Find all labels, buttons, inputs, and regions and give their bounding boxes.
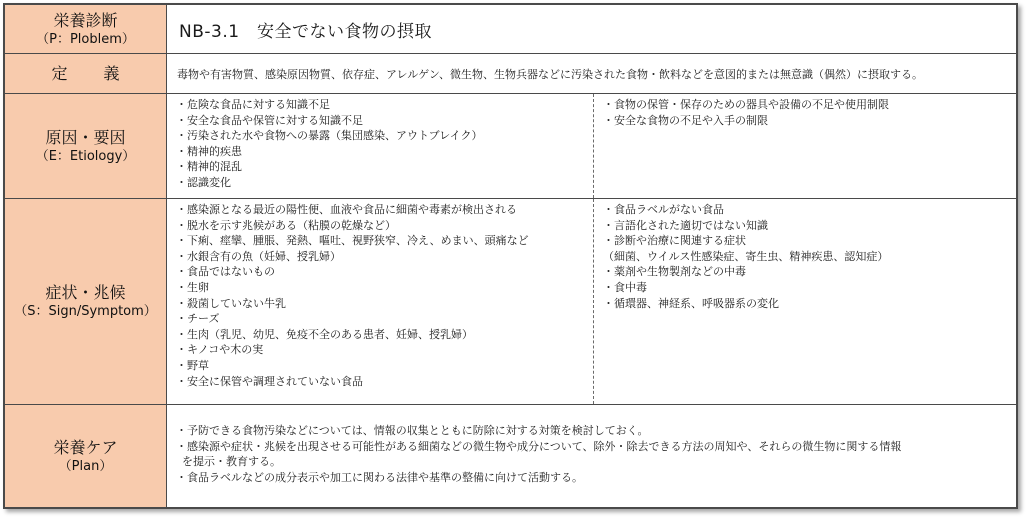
- etiology-item: ・精神的混乱: [176, 160, 242, 174]
- definition-label-cell: [5, 54, 167, 94]
- symptom-right-cell: [594, 199, 1017, 405]
- symptom-item: ・下痢、痙攣、腫脹、発熱、嘔吐、視野狭窄、冷え、めまい、頭痛など: [176, 234, 529, 248]
- symptom-item: ・殺菌していない牛乳: [176, 296, 286, 310]
- symptom-item: ・食中毒: [603, 280, 647, 294]
- etiology-right-cell: [594, 94, 1017, 199]
- symptom-item: ・安全に保管や調理されていない食品: [176, 374, 363, 388]
- plan-label: 栄養ケア: [53, 437, 118, 457]
- etiology-item: ・安全な食物の不足や入手の制限: [603, 113, 768, 127]
- symptom-sublabel: （S：Sign/Symptom）: [14, 304, 157, 319]
- etiology-item: ・汚染された水や食物への暴露（集団感染、アウトブレイク）: [176, 129, 483, 143]
- problem-sublabel: （P：Ploblem）: [36, 31, 135, 47]
- diagnosis-table: [4, 4, 1017, 508]
- etiology-sublabel: （E：Etiology）: [35, 148, 136, 164]
- symptom-item: ・生卵: [176, 280, 209, 294]
- symptom-item: ・言語化された適切ではない知識: [603, 218, 768, 232]
- symptom-item: ・脱水を示す兆候がある（粘膜の乾燥など）: [176, 218, 396, 232]
- symptom-item: ・チーズ: [176, 312, 220, 326]
- etiology-label-cell: [5, 94, 167, 199]
- etiology-item: ・精神的疾患: [176, 144, 242, 158]
- nutrition-diagnosis-sheet: [3, 3, 1018, 509]
- symptom-item: ・食品ではないもの: [176, 265, 275, 279]
- plan-item: ・食品ラベルなどの成分表示や加工に関わる法律や基準の整備に向けて活動する。: [176, 470, 583, 484]
- problem-label: 栄養診断: [53, 10, 118, 30]
- etiology-item: ・認識変化: [176, 175, 231, 189]
- definition-text: 毒物や有害物質、感染原因物質、依存症、アレルゲン、微生物、生物兵器などに汚染された食物・飲料などを意図的または無意識（偶然）に摂取する。: [167, 54, 1017, 94]
- symptom-item: ・キノコや木の実: [176, 343, 264, 357]
- symptom-item: （細菌、ウイルス性感染症、寄生虫、精神疾患、認知症）: [603, 249, 889, 263]
- symptom-item: ・食品ラベルがない食品: [603, 203, 724, 216]
- diagnosis-title: NB-3.1 安全でない食物の摂取: [167, 5, 1017, 54]
- symptom-item: ・生肉（乳児、幼児、免疫不全のある患者、妊婦、授乳婦）: [176, 327, 473, 341]
- plan-item: ・予防できる食物汚染などについては、情報の収集とともに防除に対する対策を検討しておく。: [176, 424, 649, 437]
- symptom-item: ・感染源となる最近の陽性便、血液や食品に細菌や毒素が検出される: [176, 203, 517, 216]
- symptom-item: ・循環器、神経系、呼吸器系の変化: [603, 296, 779, 310]
- etiology-row: [5, 94, 1017, 199]
- symptom-item: ・薬剤や生物製剤などの中毒: [603, 265, 746, 279]
- symptom-label: 症状・兆候: [45, 283, 126, 302]
- symptom-item: ・水銀含有の魚（妊婦、授乳婦）: [176, 249, 341, 263]
- plan-row: [5, 405, 1017, 508]
- definition-label: 定 義: [51, 63, 130, 83]
- definition-row: [5, 54, 1017, 94]
- etiology-item: ・危険な食品に対する知識不足: [176, 98, 330, 111]
- plan-item: ・感染源や症状・兆候を出現させる可能性がある細菌などの微生物や成分について、除外・除去できる方法の周知や、それらの微生物に関する情報: [176, 439, 902, 453]
- plan-label-cell: [5, 405, 167, 508]
- plan-cell: [167, 405, 1017, 508]
- header-row: [5, 5, 1017, 54]
- symptom-item: ・野草: [176, 358, 209, 372]
- etiology-left-cell: [167, 94, 594, 199]
- etiology-item: ・安全な食品や保管に対する知識不足: [176, 113, 363, 127]
- symptom-label-cell: [5, 199, 167, 405]
- symptom-item: ・診断や治療に関連する症状: [603, 234, 746, 248]
- plan-sublabel: （Plan）: [58, 458, 113, 474]
- etiology-item: ・食物の保管・保存のための器具や設備の不足や使用制限: [603, 98, 889, 111]
- etiology-label: 原因・要因: [45, 127, 126, 147]
- symptom-left-cell: [167, 199, 594, 405]
- plan-item-continuation: を提示・教育する。: [182, 455, 281, 469]
- symptom-row: [5, 199, 1017, 405]
- problem-label-cell: [5, 5, 167, 54]
